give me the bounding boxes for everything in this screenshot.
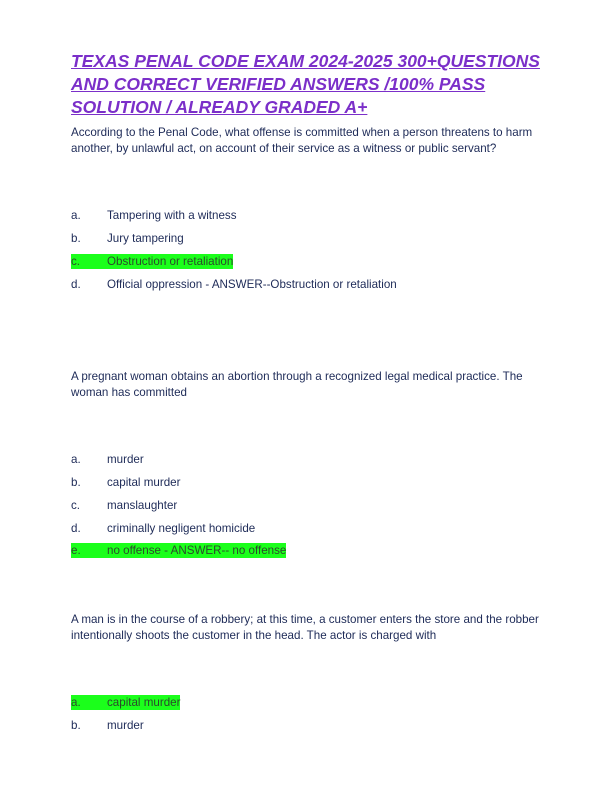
question-3-option-a-highlighted xyxy=(71,695,180,710)
option-text: capital murder xyxy=(107,476,181,489)
option-text: murder xyxy=(107,453,144,466)
document-title: TEXAS PENAL CODE EXAM 2024-2025 300+QUESTIONS AND CORRECT VERIFIED ANSWERS /100% PASS SOLUTION / ALREADY GRADED A+ xyxy=(71,51,540,117)
option-letter: a. xyxy=(71,696,81,709)
question-2-option-a xyxy=(71,452,144,467)
option-letter: b. xyxy=(71,232,81,245)
question-1-option-d xyxy=(71,277,397,292)
question-1-option-c-highlighted xyxy=(71,254,233,269)
option-text: capital murder xyxy=(107,696,181,709)
question-1-option-a xyxy=(71,208,237,223)
question-2-option-d xyxy=(71,521,255,536)
question-1-option-b xyxy=(71,231,184,246)
option-letter: b. xyxy=(71,719,81,732)
question-2-option-b xyxy=(71,475,180,490)
option-letter: a. xyxy=(71,453,81,466)
question-2-option-e-highlighted xyxy=(71,543,286,558)
option-letter: e. xyxy=(71,544,81,557)
option-text: Obstruction or retaliation xyxy=(107,255,234,268)
question-2-option-c xyxy=(71,498,177,513)
option-letter: b. xyxy=(71,476,81,489)
question-3-text: A man is in the course of a robbery; at this time, a customer enters the store and the robber intentionally shoots the customer in the head. The actor is charged with xyxy=(71,613,539,642)
option-letter: c. xyxy=(71,255,81,268)
option-text: Official oppression - ANSWER--Obstruction or retaliation xyxy=(107,278,397,291)
option-text: murder xyxy=(107,719,144,732)
option-text: criminally negligent homicide xyxy=(107,522,256,535)
option-text: Jury tampering xyxy=(107,232,184,245)
option-letter: a. xyxy=(71,209,81,222)
option-letter: d. xyxy=(71,522,81,535)
option-text: no offense - ANSWER-- no offense xyxy=(107,544,287,557)
option-letter: d. xyxy=(71,278,81,291)
question-3-option-b xyxy=(71,718,144,733)
question-1-text: According to the Penal Code, what offense is committed when a person threatens to harm another, by unlawful act, on account of their service as a witness or public servant? xyxy=(71,126,533,155)
option-text: manslaughter xyxy=(107,499,178,512)
question-2-text: A pregnant woman obtains an abortion through a recognized legal medical practice. The woman has committed xyxy=(71,370,523,399)
option-letter: c. xyxy=(71,499,81,512)
option-text: Tampering with a witness xyxy=(107,209,237,222)
